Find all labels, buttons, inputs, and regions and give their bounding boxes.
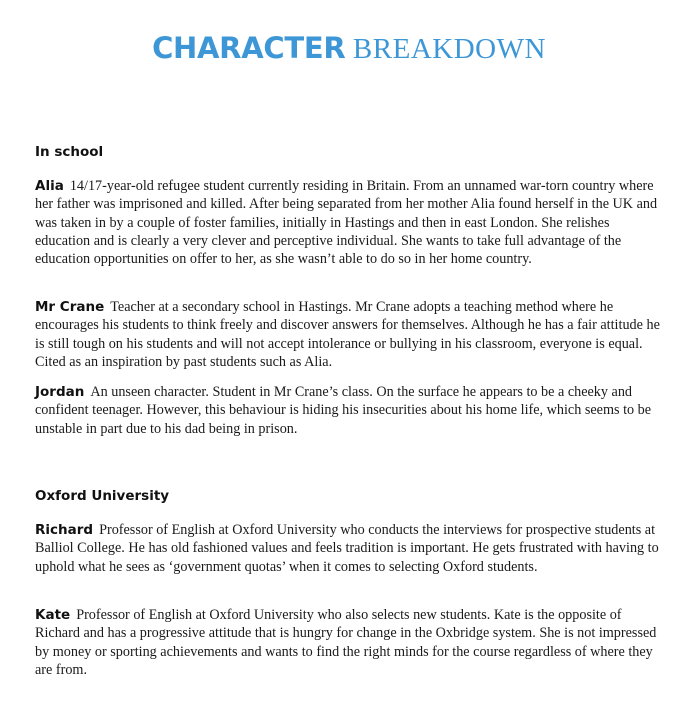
- character-description: Teacher at a secondary school in Hastings. Mr Crane adopts a teaching method where he encourages his students to think freely and discover answers for themselves. Although he has a fair attitude he is still tough on his students and will not accept intolerance or bullying in his classroom, everyone is equal. Cited as an inspiration by past students such as Alia.: [35, 299, 660, 370]
- section-heading-in-school: In school: [35, 144, 104, 160]
- character-description: Professor of English at Oxford University who conducts the interviews for prospective students at Balliol College. He has old fashioned values and feels tradition is important. He gets frustrated with having to uphold what he sees as ‘government quotas’ when it comes to selecting Oxford students.: [35, 522, 659, 575]
- character-description: An unseen character. Student in Mr Crane’s class. On the surface he appears to be a cheeky and confident teenager. However, this behaviour is hiding his insecurities about his home life, which seems to be unstable in part due to his dad being in prison.: [35, 384, 652, 437]
- character-name: Alia: [35, 178, 64, 194]
- character-entry-richard: [35, 521, 667, 576]
- character-entry-jordan: [35, 383, 667, 438]
- character-entry-mr-crane: [35, 298, 667, 371]
- section-heading-oxford-university: Oxford University: [35, 488, 170, 504]
- character-entry-kate: [35, 606, 667, 679]
- page-title-light: BREAKDOWN: [352, 33, 546, 65]
- character-description: 14/17-year-old refugee student currently residing in Britain. From an unnamed war-torn country where her father was imprisoned and killed. After being separated from her mother Alia found herself in the UK and was taken in by a couple of foster families, initially in Hastings and then in east London. She relishes education and is clearly a very clever and perceptive individual. She wants to take full advantage of the education opportunities on offer to her, as she wasn’t able to do so in her home country.: [35, 178, 658, 268]
- character-description: Professor of English at Oxford University who also selects new students. Kate is the opposite of Richard and has a progressive attitude that is hungry for change in the Oxbridge system. She is not impressed by money or sporting achievements and wants to find the right minds for the course regardless of where they are from.: [35, 607, 657, 678]
- character-name: Kate: [35, 607, 71, 623]
- character-entry-alia: [35, 177, 667, 268]
- page-title: [0, 30, 698, 67]
- character-name: Jordan: [35, 384, 85, 400]
- character-name: Mr Crane: [35, 299, 105, 315]
- page-title-bold: CHARACTER: [152, 31, 346, 65]
- character-name: Richard: [35, 522, 94, 538]
